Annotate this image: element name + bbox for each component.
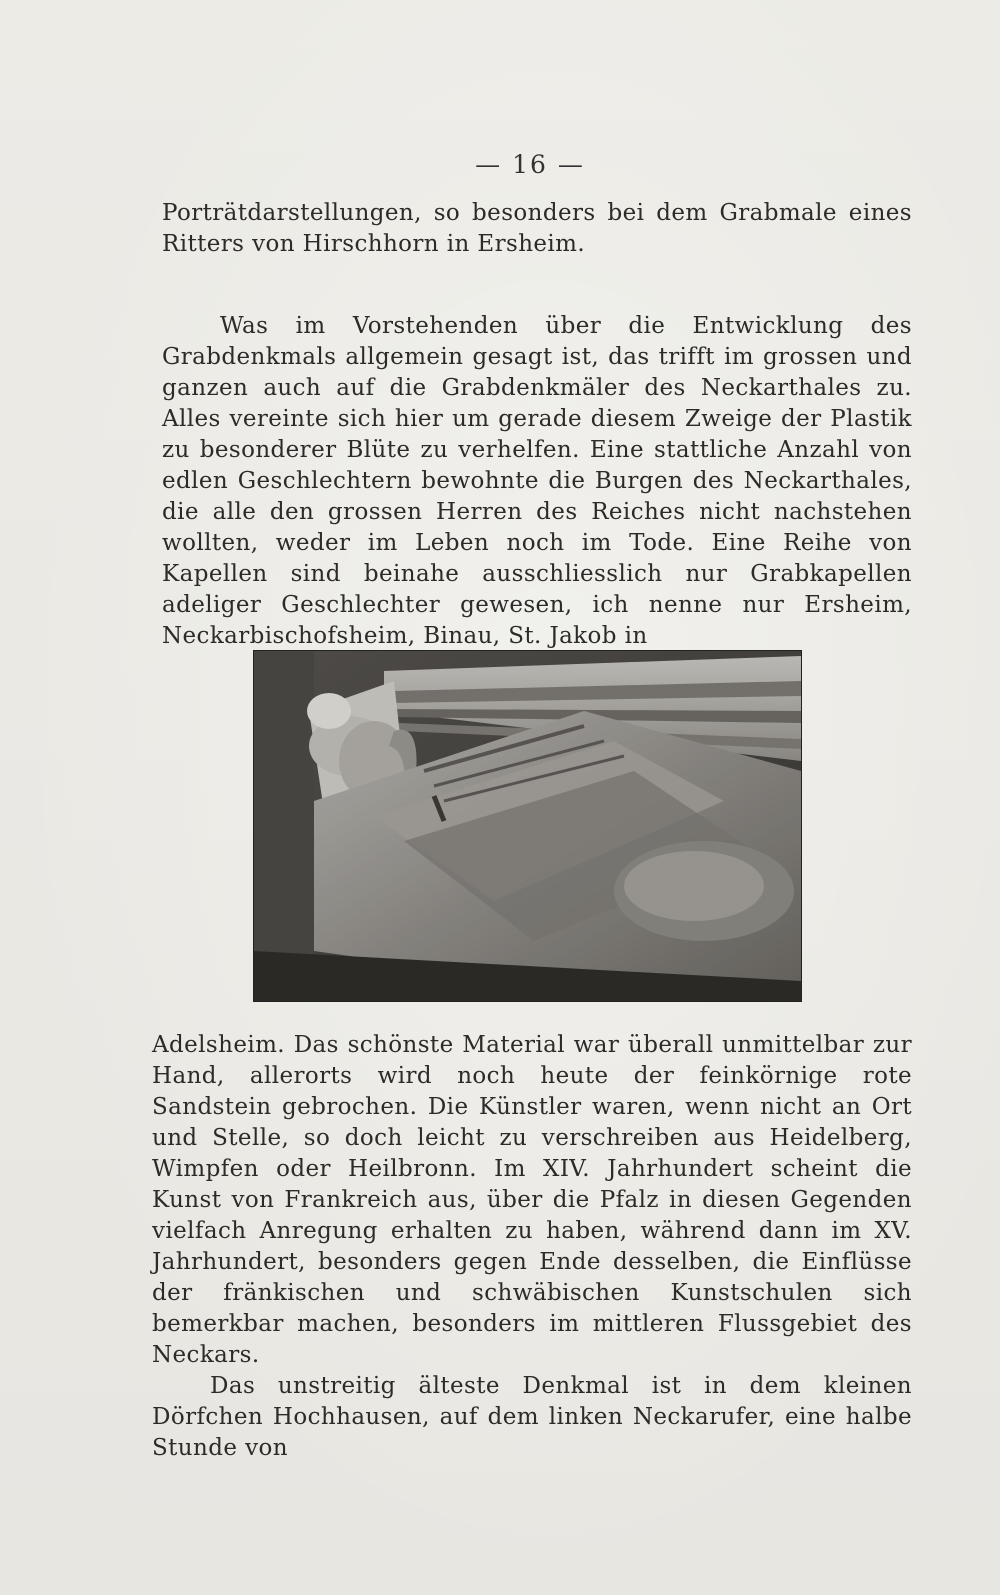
text-block-bottom bbox=[152, 1030, 912, 1464]
text-block-top bbox=[162, 198, 912, 260]
paragraph-adelsheim: Adelsheim. Das schönste Material war überall unmittelbar zur Hand, allerorts wird noch heute der feinkörnige rote Sandstein gebrochen. Die Künstler waren, wenn nicht an Ort und Stelle, so doch leicht zu verschreiben aus Heidelberg, Wimpfen oder Heilbronn. Im XIV. Jahrhundert scheint die Kunst von Frankreich aus, über die Pfalz in diesen Gegenden vielfach Anregung erhalten zu haben, während dann im XV. Jahrhundert, besonders gegen Ende desselben, die Einflüsse der fränkischen und schwäbischen Kunstschulen sich bemerkbar machen, besonders im mittleren Flussgebiet des Neckars. bbox=[152, 1032, 912, 1368]
tomb-effigy-image bbox=[254, 651, 801, 1001]
text-block-middle bbox=[162, 311, 912, 652]
tomb-photograph bbox=[253, 650, 802, 1002]
paragraph-grabdenkmal: Was im Vorstehenden über die Entwicklung des Grabdenkmals allgemein gesagt ist, das trifft im grossen und ganzen auch auf die Grabdenkmäler des Neckarthales zu. Alles vereinte sich hier um gerade diesem Zweige der Plastik zu besonderer Blüte zu verhelfen. Eine stattliche Anzahl von edlen Geschlechtern bewohnte die Burgen des Neckarthales, die alle den grossen Herren des Reiches nicht nachstehen wollten, weder im Leben noch im Tode. Eine Reihe von Kapellen sind beinahe ausschliesslich nur Grabkapellen adeliger Geschlechter gewesen, ich nenne nur Ersheim, Neckarbischofsheim, Binau, St. Jakob in bbox=[162, 313, 912, 649]
paragraph-hochhausen: Das unstreitig älteste Denkmal ist in dem kleinen Dörfchen Hochhausen, auf dem linken Neckarufer, eine halbe Stunde von bbox=[152, 1373, 912, 1461]
paragraph-continuation: Porträtdarstellungen, so besonders bei dem Grabmale eines Ritters von Hirschhorn in Ersheim. bbox=[162, 200, 912, 257]
page-number: — 16 — bbox=[475, 150, 585, 179]
